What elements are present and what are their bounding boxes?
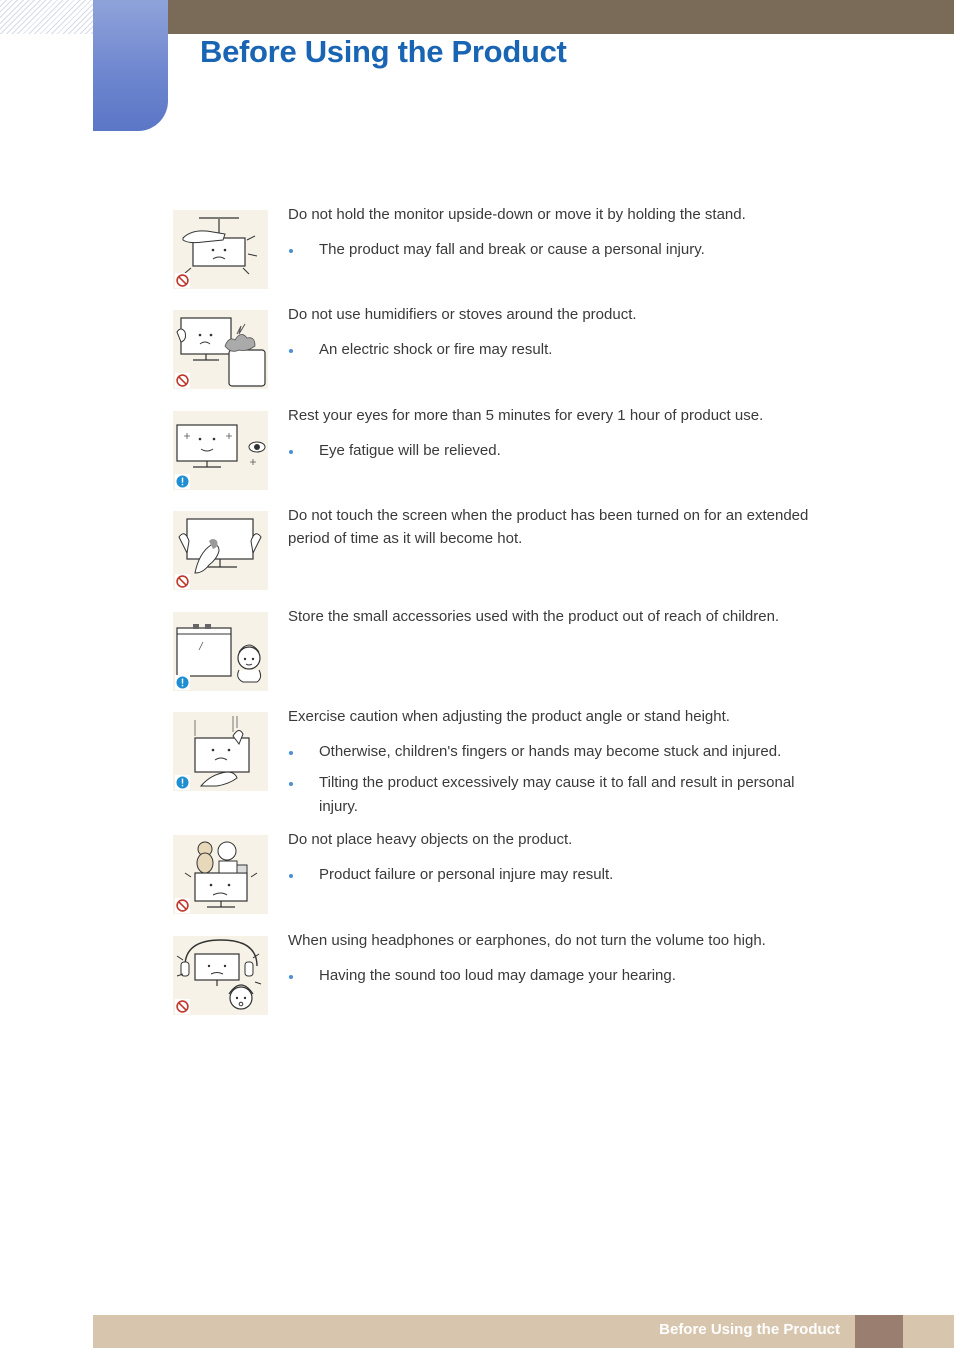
bullet-item: An electric shock or fire may result. [288, 338, 828, 362]
caution-icon [175, 675, 190, 690]
bullet-item: Tilting the product excessively may cause it to fall and result in personal injury. [288, 771, 828, 819]
item-bullets [288, 964, 828, 995]
bullet-dot-icon [289, 975, 293, 979]
item-text: Rest your eyes for more than 5 minutes for every 1 hour of product use. [288, 407, 764, 424]
item-bullets [288, 238, 828, 269]
item-text: When using headphones or earphones, do not turn the volume too high. [288, 932, 766, 949]
item-text: Store the small accessories used with the product out of reach of children. [288, 608, 780, 625]
bullet-item: Having the sound too loud may damage your hearing. [288, 964, 828, 988]
bullet-item: Otherwise, children's fingers or hands may become stuck and injured. [288, 740, 828, 764]
caution-icon [175, 474, 190, 489]
bullet-item: Eye fatigue will be relieved. [288, 439, 828, 463]
item-bullets [288, 740, 828, 826]
caution-icon [175, 775, 190, 790]
item-text: Do not use humidifiers or stoves around the product. [288, 306, 637, 323]
prohibited-icon [175, 373, 190, 388]
item-text: Exercise caution when adjusting the product angle or stand height. [288, 708, 730, 725]
prohibited-icon [175, 273, 190, 288]
prohibited-icon [175, 574, 190, 589]
prohibited-icon [175, 898, 190, 913]
item-bullets [288, 439, 828, 470]
item-bullets [288, 338, 828, 369]
page-title: Before Using the Product [200, 34, 567, 69]
page-number-block [855, 1315, 903, 1348]
item-text: Do not hold the monitor upside-down or move it by holding the stand. [288, 206, 746, 223]
bullet-dot-icon [289, 450, 293, 454]
footer-section-label: Before Using the Product [659, 1321, 840, 1338]
item-text: Do not place heavy objects on the product. [288, 831, 573, 848]
bullet-dot-icon [289, 782, 293, 786]
item-text: Do not touch the screen when the product has been turned on for an extended period of time as it will become hot. [288, 507, 809, 547]
item-bullets [288, 863, 828, 894]
bullet-dot-icon [289, 874, 293, 878]
prohibited-icon [175, 999, 190, 1014]
bullet-dot-icon [289, 249, 293, 253]
bullet-dot-icon [289, 349, 293, 353]
bullet-dot-icon [289, 751, 293, 755]
bullet-item: Product failure or personal injure may result. [288, 863, 828, 887]
bullet-item: The product may fall and break or cause a personal injury. [288, 238, 828, 262]
